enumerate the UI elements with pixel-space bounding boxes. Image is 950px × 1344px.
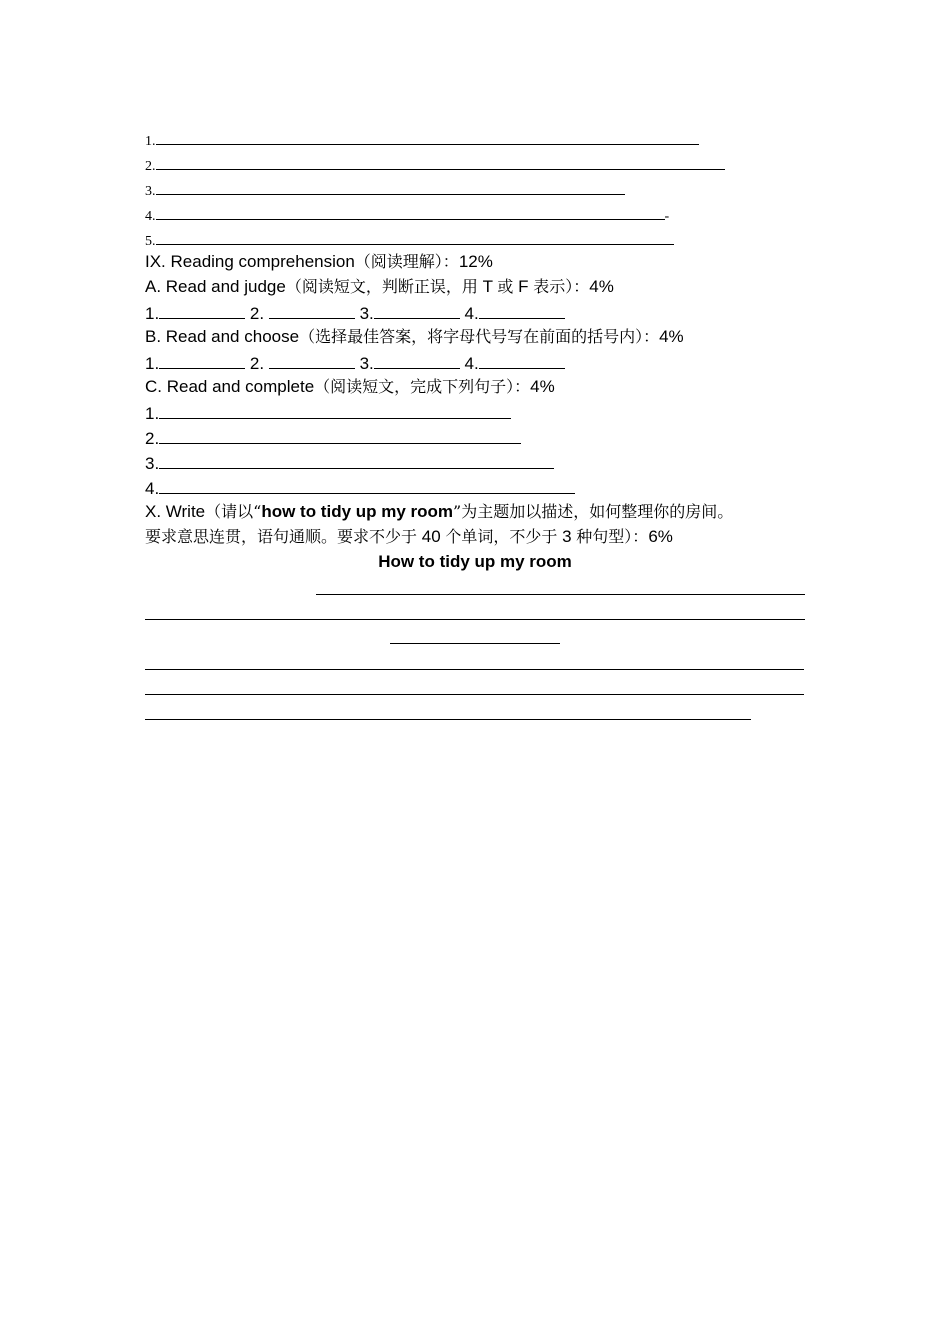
writing-topic: how to tidy up my room <box>261 502 454 521</box>
part-a-blank-4[interactable] <box>479 303 565 319</box>
answer-line-4[interactable]: 4. - <box>145 205 669 224</box>
answer-line-3[interactable]: 3. <box>145 180 625 199</box>
part-c-answer-3[interactable]: 3. <box>145 453 554 472</box>
essay-title: How to tidy up my room <box>378 552 572 571</box>
writing-line-5[interactable] <box>145 694 804 695</box>
answer-line-2[interactable]: 2. <box>145 155 725 174</box>
part-b-blank-2[interactable] <box>269 353 355 369</box>
part-c-heading: C. Read and complete（阅读短文，完成下列句子）：4% <box>145 377 555 396</box>
part-b-answers: 1. 2. 3. 4. <box>145 353 565 372</box>
writing-line-6[interactable] <box>145 719 751 720</box>
writing-line-1[interactable] <box>316 594 805 595</box>
writing-line-2[interactable] <box>145 619 805 620</box>
part-b-blank-1[interactable] <box>159 353 245 369</box>
part-b-blank-4[interactable] <box>479 353 565 369</box>
part-a-blank-3[interactable] <box>374 303 460 319</box>
writing-line-4[interactable] <box>145 669 804 670</box>
part-c-answer-1[interactable]: 1. <box>145 403 511 422</box>
part-c-answer-2[interactable]: 2. <box>145 428 521 447</box>
part-a-answers: 1. 2. 3. 4. <box>145 303 565 322</box>
section-x-heading: X. Write（请以“how to tidy up my room”为主题加以描述，如何整理你的房间。 <box>145 502 734 521</box>
section-ix-heading: IX. Reading comprehension（阅读理解）：12% <box>145 252 493 271</box>
part-a-blank-1[interactable] <box>159 303 245 319</box>
answer-line-1[interactable]: 1. <box>145 130 699 149</box>
answer-line-5[interactable]: 5. <box>145 230 674 249</box>
part-b-blank-3[interactable] <box>374 353 460 369</box>
section-x-requirements: 要求意思连贯，语句通顺。要求不少于 40 个单词，不少于 3 种句型）：6% <box>145 527 673 546</box>
part-b-heading: B. Read and choose（选择最佳答案，将字母代号写在前面的括号内）：4% <box>145 327 684 346</box>
part-a-blank-2[interactable] <box>269 303 355 319</box>
part-a-heading: A. Read and judge（阅读短文，判断正误，用 T 或 F 表示）：4% <box>145 277 614 296</box>
writing-line-3[interactable] <box>390 643 560 644</box>
part-c-answer-4[interactable]: 4. <box>145 478 575 497</box>
